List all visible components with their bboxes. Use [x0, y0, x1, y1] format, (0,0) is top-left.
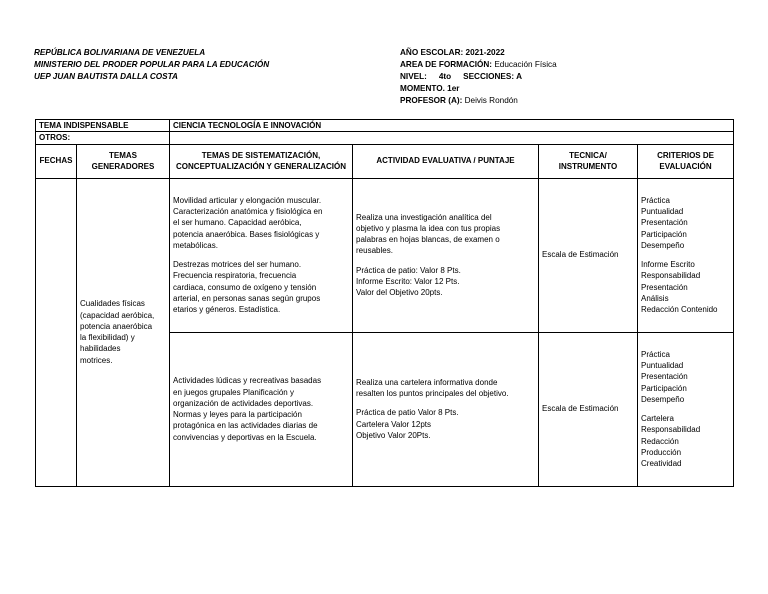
- criterios-cell: Práctica Puntualidad Presentación Participación Desempeño Informe Escrito Responsabilidad Presentación Análisis Redacción Contenido: [638, 178, 734, 332]
- header-institution: [34, 47, 269, 83]
- moment: MOMENTO. 1er: [400, 84, 460, 93]
- header-course-info: [400, 47, 557, 107]
- temas-generadores-cell: Cualidades físicas (capacidad aeróbica, potencia anaeróbica la flexibilidad) y habilidades motrices.: [77, 178, 170, 486]
- school-year: AÑO ESCOLAR: 2021-2022: [400, 48, 505, 57]
- header-temas-generadores: TEMAS GENERADORES: [77, 144, 170, 178]
- actividad-cell: Realiza una investigación analítica del objetivo y plasma la idea con tus propias palabras en hojas blancas, de examen o reusables. Práctica de patio: Valor 8 Pts. Informe Escrito: Valor 12 Pts. Valor del Objetivo 20pts.: [353, 178, 539, 332]
- header-actividad: ACTIVIDAD EVALUATIVA / PUNTAJE: [353, 144, 539, 178]
- actividad-cell: Realiza una cartelera informativa donde resalten los puntos principales del objetivo. Práctica de patio Valor 8 Pts. Cartelera Valor 12pts Objetivo Valor 20Pts.: [353, 332, 539, 486]
- level-sections: NIVEL: 4to SECCIONES: A: [400, 72, 522, 81]
- header-sistematizacion: TEMAS DE SISTEMATIZACIÓN, CONCEPTUALIZACIÓN Y GENERALIZACIÓN: [170, 144, 353, 178]
- tecnica-cell: Escala de Estimación: [539, 178, 638, 332]
- criterios-cell: Práctica Puntualidad Presentación Participación Desempeño Cartelera Responsabilidad Redacción Producción Creatividad: [638, 332, 734, 486]
- header-fechas: FECHAS: [36, 144, 77, 178]
- tema-indispensable-label: TEMA INDISPENSABLE: [36, 120, 170, 132]
- fechas-cell: [36, 178, 77, 486]
- sistematizacion-cell: Actividades lúdicas y recreativas basadas en juegos grupales Planificación y organización de actividades deportivas. Normas y leyes para la participación protagónica en las actividades diarias de convivencias y deportivas en la Escuela.: [170, 332, 353, 486]
- header-ministry: MINISTERIO DEL PRODER POPULAR PARA LA EDUCACIÓN: [34, 60, 270, 69]
- header-criterios: CRITERIOS DE EVALUACIÓN: [638, 144, 734, 178]
- otros-label: OTROS:: [36, 132, 170, 144]
- otros-value: [170, 132, 734, 144]
- evaluation-plan-table: [35, 119, 734, 487]
- tecnica-cell: Escala de Estimación: [539, 332, 638, 486]
- training-area: AREA DE FORMACIÓN: Educación Física: [400, 60, 557, 69]
- teacher: PROFESOR (A): Deivis Rondón: [400, 96, 518, 105]
- header-school: UEP JUAN BAUTISTA DALLA COSTA: [34, 72, 178, 81]
- tema-indispensable-value: CIENCIA TECNOLOGÍA E INNOVACIÓN: [170, 120, 734, 132]
- table-row: [36, 178, 734, 332]
- header-tecnica: TECNICA/ INSTRUMENTO: [539, 144, 638, 178]
- header-republic: REPÚBLICA BOLIVARIANA DE VENEZUELA: [34, 48, 206, 57]
- sistematizacion-cell: Movilidad articular y elongación muscular. Caracterización anatómica y fisiológica en el ser humano. Capacidad aeróbica, potencia anaeróbica. Bases fisiológicas y metabólicas. Destrezas motrices del ser humano. Frecuencia respiratoria, frecuencia cardiaca, consumo de oxígeno y tensión arterial, en personas sanas según grupos etarios y géneros. Estadística.: [170, 178, 353, 332]
